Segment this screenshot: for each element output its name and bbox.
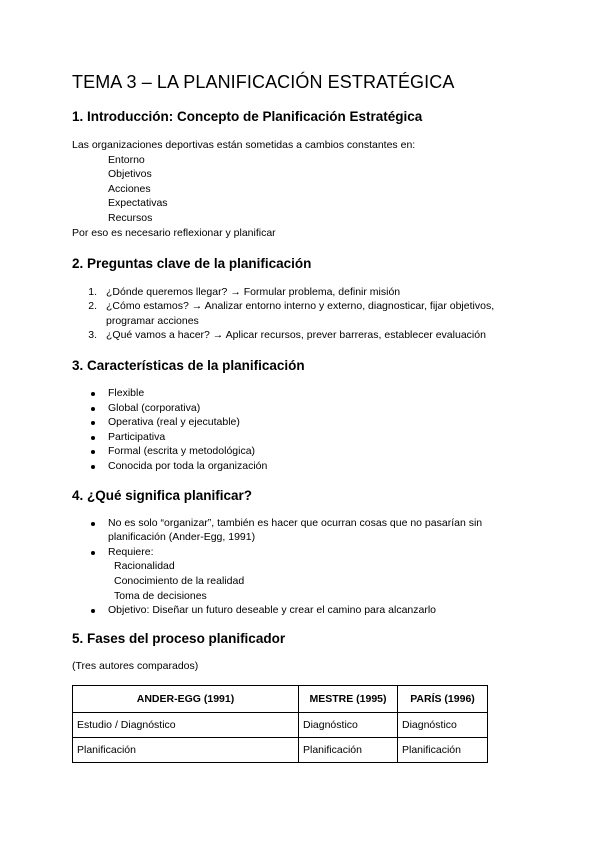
list-item: Objetivo: Diseñar un futuro deseable y crear el camino para alcanzarlo [108, 604, 437, 616]
list-item: Expectativas [108, 197, 168, 209]
list-number: 1. [88, 286, 97, 298]
list-item: Conocida por toda la organización [108, 460, 268, 472]
bullet-icon [91, 392, 95, 396]
table-header-row [73, 686, 488, 713]
bullet-icon [91, 407, 95, 411]
list-item: Participativa [108, 431, 166, 443]
list-item: Objetivos [108, 168, 152, 180]
bullet-icon [91, 609, 95, 613]
list-item-continuation: programar acciones [106, 315, 199, 327]
list-item: ¿Qué vamos a hacer? → Aplicar recursos, prever barreras, establecer evaluación [106, 329, 486, 341]
table-cell: Diagnóstico [299, 713, 398, 738]
section-3-heading: 3. Características de la planificación [72, 358, 305, 373]
column-header: MESTRE (1995) [299, 686, 398, 713]
list-item: Formal (escrita y metodológica) [108, 445, 256, 457]
list-item: Operativa (real y ejecutable) [108, 416, 240, 428]
list-item: No es solo “organizar”, también es hacer que ocurran cosas que no pasarían sin [108, 517, 483, 529]
table-row [73, 713, 488, 738]
table-cell: Estudio / Diagnóstico [73, 713, 299, 738]
sub-list-item: Racionalidad [114, 560, 175, 572]
table-cell: Planificación [73, 738, 299, 763]
phases-table [72, 685, 488, 763]
section-1-intro: Las organizaciones deportivas están sometidas a cambios constantes en: [72, 139, 416, 151]
sub-list-item: Conocimiento de la realidad [114, 575, 245, 587]
section-2-heading: 2. Preguntas clave de la planificación [72, 256, 312, 271]
column-header: PARÍS (1996) [398, 686, 488, 713]
sub-list-item: Toma de decisiones [114, 590, 207, 602]
section-1-conclusion: Por eso es necesario reflexionar y planificar [72, 227, 276, 239]
bullet-icon [91, 551, 95, 555]
list-item: Recursos [108, 212, 153, 224]
list-item: Entorno [108, 154, 145, 166]
page-title: TEMA 3 – LA PLANIFICACIÓN ESTRATÉGICA [72, 72, 455, 92]
list-item: ¿Dónde queremos llegar? → Formular problema, definir misión [106, 286, 401, 298]
list-number: 2. [88, 300, 97, 312]
bullet-icon [91, 450, 95, 454]
list-item-continuation: planificación (Ander-Egg, 1991) [108, 531, 256, 543]
list-number: 3. [88, 329, 97, 341]
bullet-icon [91, 436, 95, 440]
list-item: Global (corporativa) [108, 402, 201, 414]
bullet-icon [91, 465, 95, 469]
list-item: Flexible [108, 387, 145, 399]
table-row [73, 738, 488, 763]
table-cell: Diagnóstico [398, 713, 488, 738]
column-header: ANDER-EGG (1991) [73, 686, 299, 713]
section-4-heading: 4. ¿Qué significa planificar? [72, 488, 253, 503]
list-item: Requiere: [108, 546, 154, 558]
section-5-heading: 5. Fases del proceso planificador [72, 631, 286, 646]
table-cell: Planificación [299, 738, 398, 763]
section-5-note: (Tres autores comparados) [72, 660, 199, 672]
section-1-heading: 1. Introducción: Concepto de Planificación Estratégica [72, 109, 423, 124]
list-item: Acciones [108, 183, 151, 195]
bullet-icon [91, 421, 95, 425]
bullet-icon [91, 522, 95, 526]
table-cell: Planificación [398, 738, 488, 763]
list-item: ¿Cómo estamos? → Analizar entorno interno y externo, diagnosticar, fijar objetivos, [106, 300, 495, 312]
